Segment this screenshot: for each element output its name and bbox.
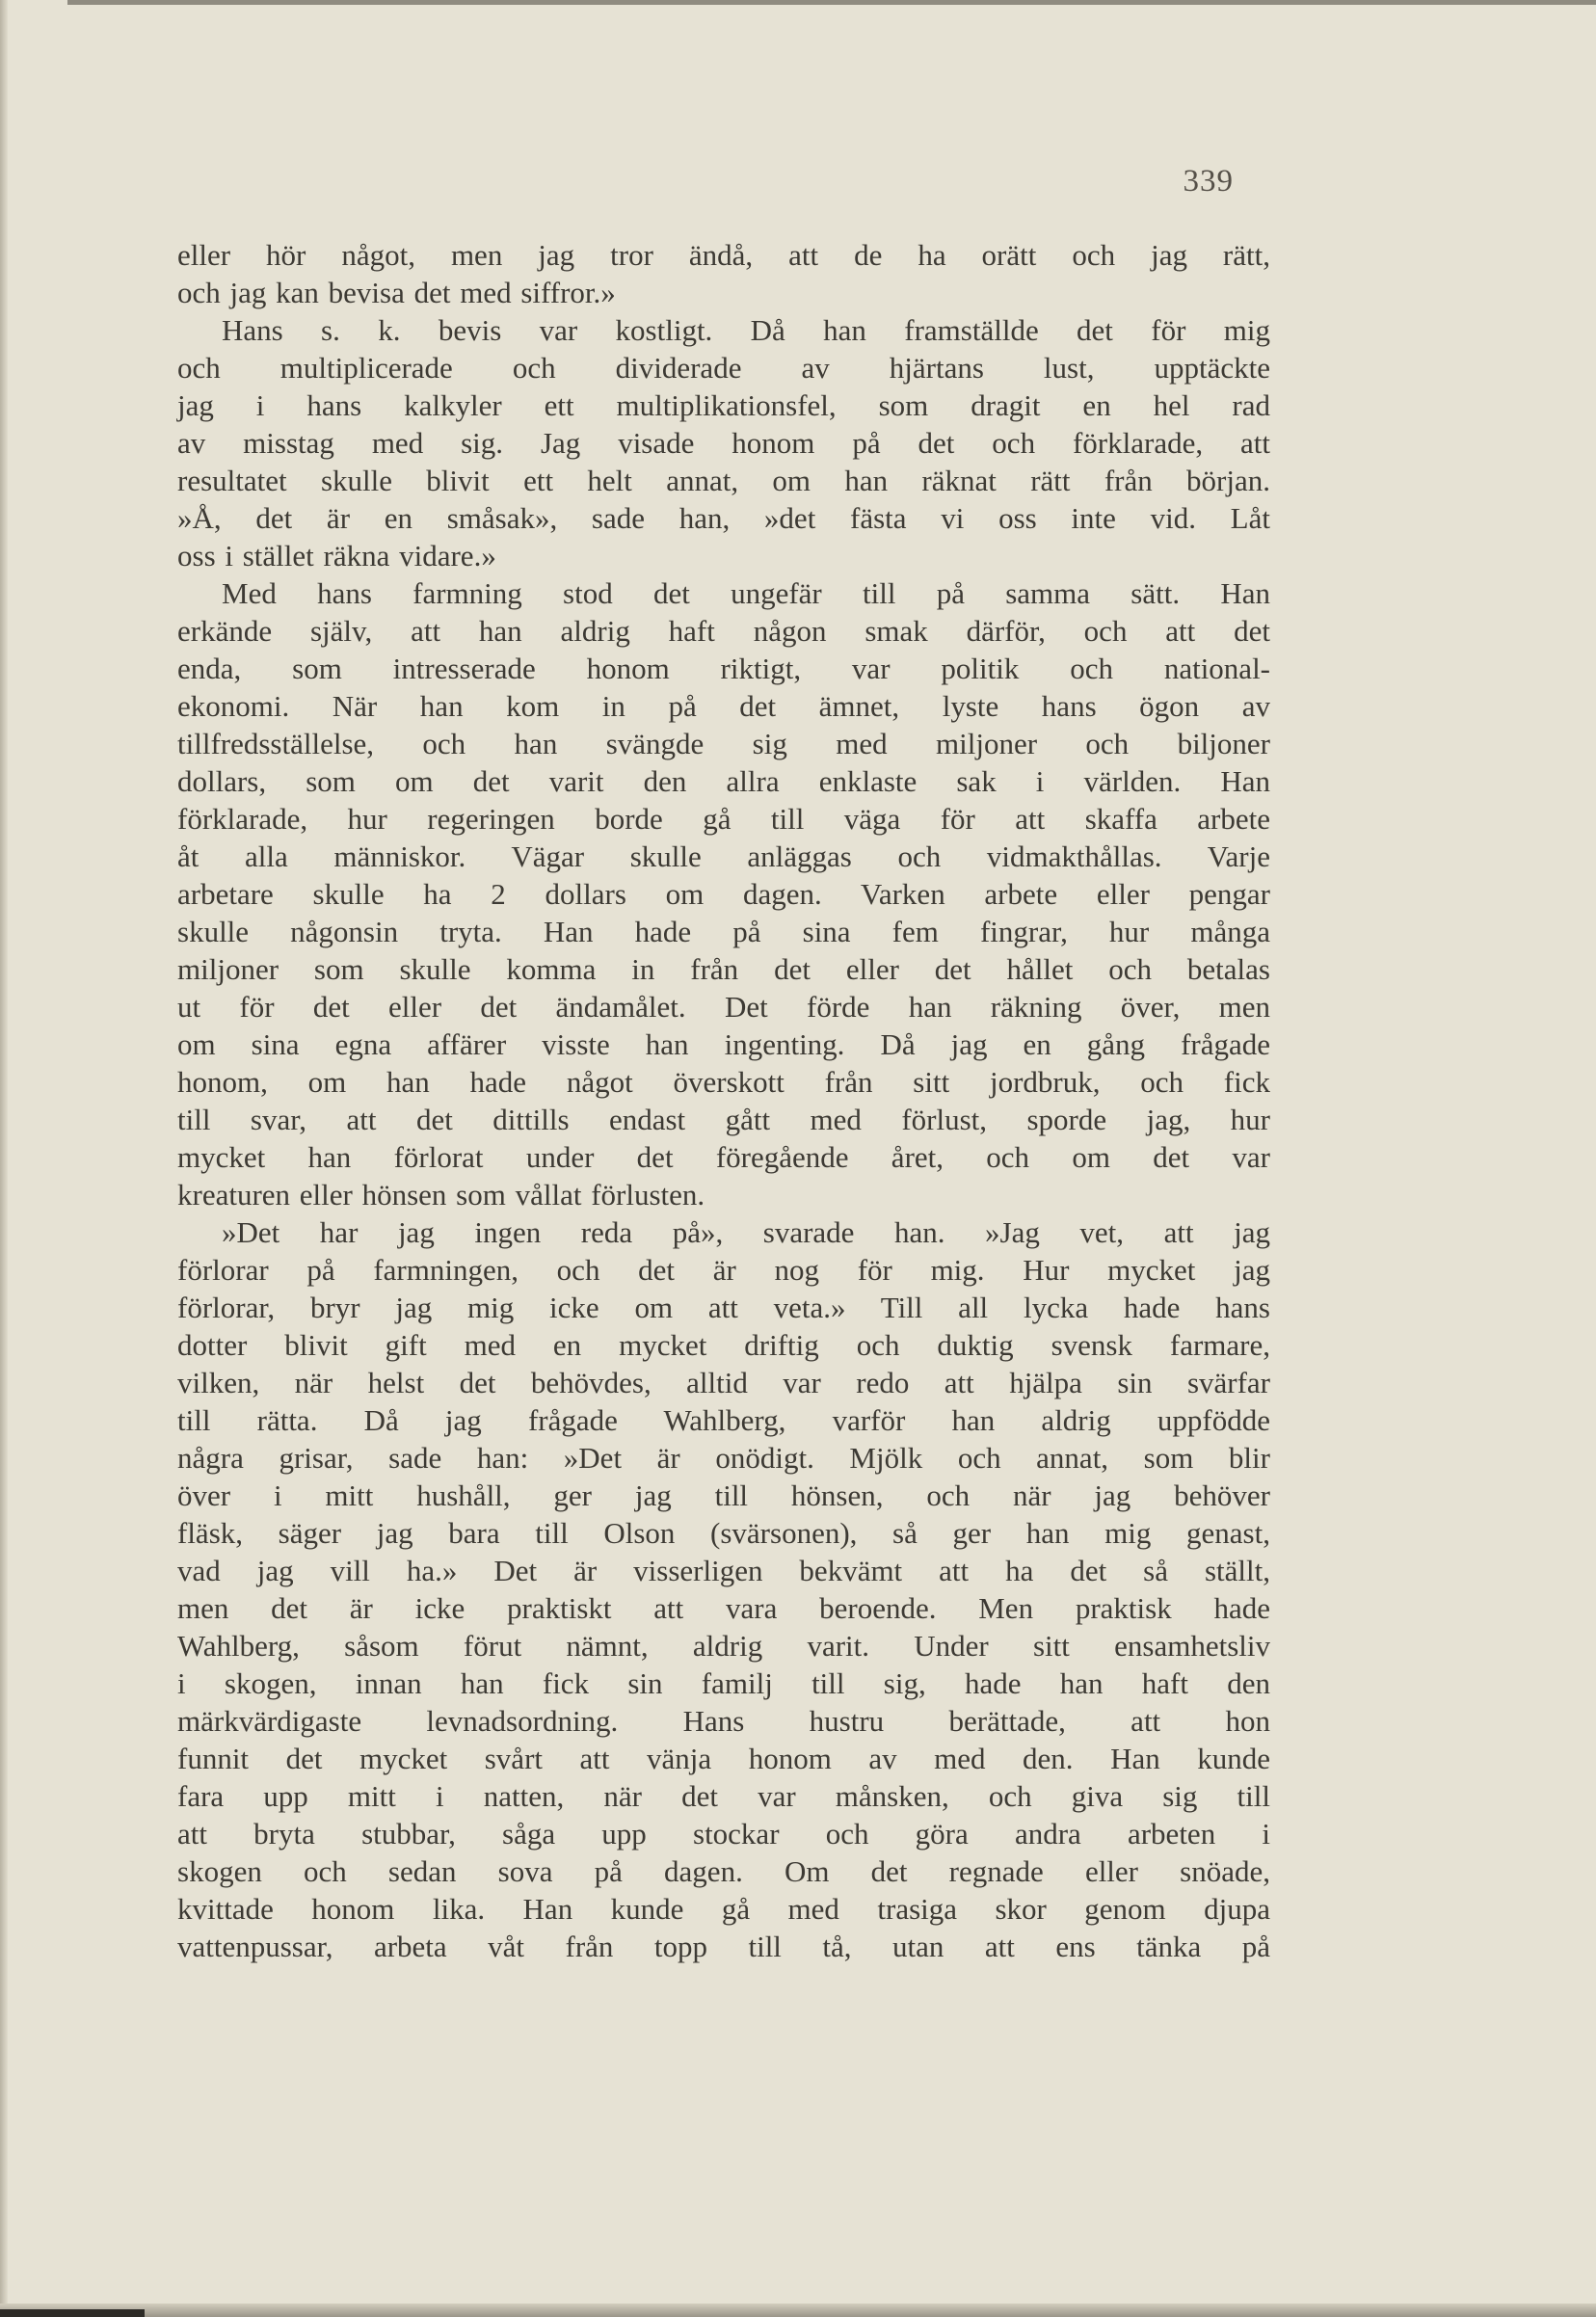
text-line: åt alla människor. Vägar skulle anläggas och vidmakthållas. Varje — [177, 839, 1270, 873]
text-line: honom, om han hade något överskott från sitt jordbruk, och fick — [177, 1065, 1270, 1099]
text-line: Med hans farmning stod det ungefär till på samma sätt. Han — [222, 576, 1270, 610]
text-line: enda, som intresserade honom riktigt, var politik och national- — [177, 652, 1270, 685]
bottom-edge-shadow — [0, 2304, 1596, 2317]
text-line: kreaturen eller hönsen som vållat förlusten. — [177, 1178, 705, 1212]
text-line: i skogen, innan han fick sin familj till sig, hade han haft den — [177, 1666, 1270, 1700]
text-line: skogen och sedan sova på dagen. Om det regnade eller snöade, — [177, 1854, 1270, 1888]
text-line: och jag kan bevisa det med siffror.» — [177, 276, 616, 309]
text-line: vad jag vill ha.» Det är visserligen bekvämt att ha det så ställt, — [177, 1554, 1270, 1587]
text-line: »Det har jag ingen reda på», svarade han. »Jag vet, att jag — [222, 1215, 1270, 1249]
text-line: eller hör något, men jag tror ändå, att de ha orätt och jag rätt, — [177, 238, 1270, 272]
text-line: över i mitt hushåll, ger jag till hönsen, och när jag behöver — [177, 1478, 1270, 1512]
text-line: av misstag med sig. Jag visade honom på det och förklarade, att — [177, 426, 1270, 460]
text-line: några grisar, sade han: »Det är onödigt. Mjölk och annat, som blir — [177, 1441, 1270, 1475]
top-border-rule — [67, 0, 1596, 5]
text-line: erkände själv, att han aldrig haft någon smak därför, och att det — [177, 614, 1270, 648]
text-line: fläsk, säger jag bara till Olson (svärsonen), så ger han mig genast, — [177, 1516, 1270, 1550]
text-line: dotter blivit gift med en mycket driftig och duktig svensk farmare, — [177, 1328, 1270, 1362]
text-line: till svar, att det dittills endast gått med förlust, sporde jag, hur — [177, 1103, 1270, 1136]
text-line: skulle någonsin tryta. Han hade på sina fem fingrar, hur många — [177, 915, 1270, 948]
text-line: märkvärdigaste levnadsordning. Hans hustru berättade, att hon — [177, 1704, 1270, 1738]
text-line: arbetare skulle ha 2 dollars om dagen. Varken arbete eller pengar — [177, 877, 1270, 911]
text-line: vilken, när helst det behövdes, alltid var redo att hjälpa sin svärfar — [177, 1366, 1270, 1399]
text-line: kvittade honom lika. Han kunde gå med trasiga skor genom djupa — [177, 1892, 1270, 1926]
body-text — [177, 236, 1270, 1965]
text-line: resultatet skulle blivit ett helt annat, om han räknat rätt från början. — [177, 464, 1270, 497]
page-binding-edge — [0, 0, 8, 2317]
text-line: om sina egna affärer visste han ingenting. Då jag en gång frågade — [177, 1027, 1270, 1061]
text-line: förlorar på farmningen, och det är nog för mig. Hur mycket jag — [177, 1253, 1270, 1287]
text-line: jag i hans kalkyler ett multiplikationsfel, som dragit en hel rad — [177, 388, 1270, 422]
text-line: miljoner som skulle komma in från det eller det hållet och betalas — [177, 952, 1270, 986]
text-line: förklarade, hur regeringen borde gå till väga för att skaffa arbete — [177, 802, 1270, 836]
text-line: ut för det eller det ändamålet. Det förde han räkning över, men — [177, 990, 1270, 1024]
text-line: att bryta stubbar, såga upp stockar och göra andra arbeten i — [177, 1817, 1270, 1851]
text-line: dollars, som om det varit den allra enklaste sak i världen. Han — [177, 764, 1270, 798]
text-line: tillfredsställelse, och han svängde sig med miljoner och biljoner — [177, 727, 1270, 760]
text-line: Hans s. k. bevis var kostligt. Då han framställde det för mig — [222, 313, 1270, 347]
text-line: förlorar, bryr jag mig icke om att veta.» Till all lycka hade hans — [177, 1291, 1270, 1324]
bottom-border-rule — [0, 2309, 145, 2317]
text-line: oss i stället räkna vidare.» — [177, 539, 496, 573]
text-line: fara upp mitt i natten, när det var månsken, och giva sig till — [177, 1779, 1270, 1813]
text-line: men det är icke praktiskt att vara beroende. Men praktisk hade — [177, 1591, 1270, 1625]
text-line: och multiplicerade och dividerade av hjärtans lust, upptäckte — [177, 351, 1270, 385]
text-line: vattenpussar, arbeta våt från topp till tå, utan att ens tänka på — [177, 1930, 1270, 1963]
text-line: Wahlberg, såsom förut nämnt, aldrig varit. Under sitt ensamhetsliv — [177, 1629, 1270, 1663]
text-line: mycket han förlorat under det föregående året, och om det var — [177, 1140, 1270, 1174]
page-number: 339 — [1183, 164, 1234, 199]
text-line: »Å, det är en småsak», sade han, »det fästa vi oss inte vid. Låt — [177, 501, 1270, 535]
text-line: ekonomi. När han kom in på det ämnet, lyste hans ögon av — [177, 689, 1270, 723]
text-line: funnit det mycket svårt att vänja honom av med den. Han kunde — [177, 1742, 1270, 1775]
text-line: till rätta. Då jag frågade Wahlberg, varför han aldrig uppfödde — [177, 1403, 1270, 1437]
